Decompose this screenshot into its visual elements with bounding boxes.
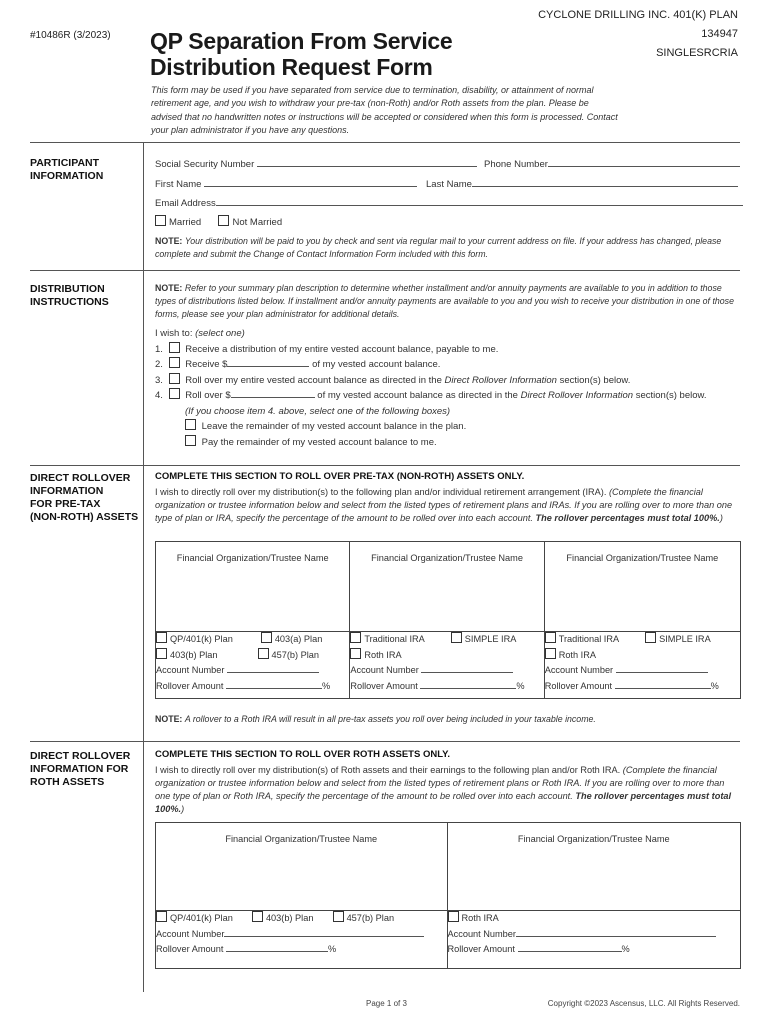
note-text: Your distribution will be paid to you by check and sent via regular mail to your current address on file. If your address has changed, please complete and submit the Change of Contact Information Form included with this form. (155, 236, 722, 259)
pretax-ira-row (350, 648, 543, 664)
403b-label: 403(b) Plan (265, 913, 314, 923)
pretax-note (155, 713, 740, 726)
option-2 (155, 357, 706, 373)
account-number-label: Account Number (156, 665, 225, 675)
option-number: 3. (155, 374, 163, 386)
section-label-line: DIRECT ROLLOVER (30, 750, 131, 762)
roth-ira-label: Roth IRA (558, 649, 596, 660)
traditional-ira-label: Traditional IRA (558, 634, 620, 644)
457b-label: 457(b) Plan (271, 649, 319, 660)
first-name-input[interactable] (204, 177, 417, 187)
intro-text: This form may be used if you have separated from service due to termination, disability, or attainment of normal retirement age, and you wish to withdraw your pre-tax (non-Roth) and/or Roth assets from the plan. Please be advised that no handwritten notes or instructions will be accepted or considered when this form is processed. Contact your plan administrator if you have any questions. (151, 85, 618, 136)
page-title (150, 28, 452, 80)
option-1-label: Receive a distribution of my entire vested account balance, payable to me. (185, 343, 499, 355)
sub-option-leave (155, 419, 706, 435)
account-number-label: Account Number (447, 928, 516, 939)
email-field[interactable] (155, 196, 743, 209)
option-4 (155, 388, 706, 404)
qp401k-label: QP/401(k) Plan (170, 634, 233, 644)
para-italic: (Complete the financial organization or trustee information below and select from the listed types of retirement plans and IRAs. If you are rolling over to more than one type of plan or IRA, specify the percentage of the amount to be rolled over into each account. (155, 487, 733, 523)
married-label: Married (169, 217, 202, 228)
option-number: 1. (155, 343, 163, 355)
pretax-heading: COMPLETE THIS SECTION TO ROLL OVER PRE-TAX (NON-ROTH) ASSETS ONLY. (155, 471, 525, 482)
simple-ira-checkbox[interactable] (645, 632, 656, 643)
percent-sign: % (321, 680, 331, 691)
account-number-label: Account Number (350, 665, 419, 675)
section-pretax-label (30, 472, 140, 524)
note-label: NOTE: (155, 714, 183, 724)
403b-checkbox[interactable] (156, 648, 167, 659)
section-roth-label (30, 750, 140, 789)
pretax-col-3[interactable] (544, 542, 740, 632)
section-divider (30, 741, 740, 742)
account-number-row (545, 663, 740, 679)
roth-plan-row (156, 911, 447, 927)
qp401k-label: QP/401(k) Plan (170, 913, 233, 923)
note-label: NOTE: (155, 236, 183, 246)
rollover-amount-label: Rollover Amount (350, 680, 418, 691)
section-label-line: ROTH ASSETS (30, 776, 105, 788)
rollover-amount-label: Rollover Amount (447, 944, 515, 954)
title-line-2: Distribution Request Form (150, 54, 433, 80)
account-number-label: Account Number (156, 928, 225, 939)
distribution-note (155, 282, 740, 321)
section-label-line: INSTRUCTIONS (30, 296, 109, 308)
section-label-line: INFORMATION (30, 170, 104, 182)
option-4-amount-input[interactable] (231, 388, 315, 398)
first-name-field[interactable] (155, 177, 417, 190)
roth-ira-row (448, 911, 740, 927)
roth-col-1[interactable] (156, 823, 448, 911)
form-number: #10486R (3/2023) (30, 30, 111, 41)
pretax-plan-options (156, 632, 350, 699)
column-header: Financial Organization/Trustee Name (371, 553, 523, 563)
note-text: Refer to your summary plan description to determine whether installment and/or annuity payments are available to you in addition to those types of distributions listed below. If installment and/or annuity payments are available to you and you wish to receive your distribution in one of those forms, please see your plan administrator for additional details. (155, 283, 734, 319)
para-bold: The rollover percentages must total 100%. (535, 513, 720, 523)
pretax-plan-row (156, 648, 349, 664)
option-2-label: Receive $ (185, 359, 228, 370)
section-label-line: DIRECT ROLLOVER (30, 472, 131, 484)
ssn-field[interactable] (155, 157, 477, 170)
section-label-line: FOR PRE-TAX (30, 498, 101, 510)
column-header: Financial Organization/Trustee Name (176, 553, 329, 563)
roth-ira-options (447, 911, 740, 969)
option-4-ref: Direct Rollover Information (520, 390, 634, 401)
para-end: ) (719, 513, 723, 523)
roth-ira-label: Roth IRA (364, 649, 402, 660)
email-label: Email Address (155, 198, 216, 209)
simple-ira-checkbox[interactable] (451, 632, 462, 643)
plan-info (538, 6, 738, 63)
pretax-ira-options-b (544, 632, 740, 699)
pretax-paragraph (155, 486, 740, 525)
simple-ira-label: SIMPLE IRA (464, 634, 517, 644)
option-3-label-end: section(s) below. (559, 374, 631, 386)
note-label: NOTE: (155, 283, 183, 293)
wish-hint: (select one) (195, 328, 245, 339)
wish-label: I wish to: (155, 328, 193, 339)
457b-checkbox[interactable] (333, 911, 344, 922)
pretax-ira-row (350, 632, 543, 648)
rollover-amount-label: Rollover Amount (544, 680, 613, 691)
last-name-label: Last Name (426, 179, 472, 190)
account-number-row (350, 663, 543, 679)
457b-label: 457(b) Plan (346, 913, 395, 923)
percent-sign: % (516, 680, 525, 691)
ssn-label: Social Security Number (155, 159, 255, 170)
roth-col-2[interactable] (447, 823, 740, 911)
leave-remainder-label: Leave the remainder of my vested account balance in the plan. (201, 421, 467, 432)
account-number-input[interactable] (224, 927, 424, 937)
403a-checkbox[interactable] (261, 632, 272, 643)
section-divider (30, 465, 740, 466)
account-number-row (448, 927, 740, 943)
ssn-input[interactable] (257, 157, 477, 167)
plan-code: SINGLESRCRIA (656, 47, 738, 59)
rollover-amount-input[interactable] (420, 679, 516, 689)
plan-name: CYCLONE DRILLING INC. 401(K) PLAN (538, 9, 738, 21)
copyright: Copyright ©2023 Ascensus, LLC. All Rights Reserved. (547, 999, 740, 1008)
option-3-ref: Direct Rollover Information (444, 374, 557, 386)
roth-ira-label: Roth IRA (461, 913, 499, 923)
option-2-label-end: of my vested account balance. (312, 359, 441, 370)
option-1-checkbox[interactable] (169, 342, 180, 353)
para-end: ) (181, 804, 185, 814)
para-italic: (Complete the financial organization or trustee information below and select from the listed types of retirement plans or Roth IRA. If you are rolling over to more than one type of plan or Roth IRA, specify the percentage of the amount to be rolled over into each account. (155, 765, 725, 801)
para-text: I wish to directly roll over my distribution(s) to the following plan and/or individual retirement arrangement (IRA). (155, 487, 607, 497)
rollover-amount-input[interactable] (226, 679, 322, 689)
para-text: I wish to directly roll over my distribution(s) of Roth assets and their earnings to the following plan and/or Roth IRA. (155, 765, 621, 775)
phone-field[interactable] (484, 157, 740, 170)
rollover-amount-row (350, 679, 543, 695)
last-name-input[interactable] (472, 177, 738, 187)
rollover-amount-label: Rollover Amount (156, 680, 224, 691)
roth-ira-checkbox[interactable] (448, 911, 459, 922)
option-2-amount-input[interactable] (227, 357, 309, 367)
section-distribution-label (30, 283, 140, 309)
leave-remainder-checkbox[interactable] (185, 419, 196, 430)
option-4-checkbox[interactable] (169, 388, 180, 399)
section-divider (30, 142, 740, 143)
rollover-amount-label: Rollover Amount (156, 944, 224, 954)
traditional-ira-checkbox[interactable] (545, 632, 556, 643)
403b-label: 403(b) Plan (170, 649, 218, 660)
simple-ira-label: SIMPLE IRA (659, 634, 711, 644)
section-participant-label (30, 157, 140, 183)
account-number-label: Account Number (544, 665, 614, 675)
option-2-checkbox[interactable] (169, 357, 180, 368)
roth-ira-checkbox[interactable] (545, 648, 556, 659)
pretax-ira-options-a (350, 632, 544, 699)
sub-option-pay (155, 435, 706, 451)
traditional-ira-label: Traditional IRA (364, 634, 425, 644)
plan-number: 134947 (701, 28, 738, 40)
option-4-hint: (If you choose item 4. above, select one of the following boxes) (185, 405, 451, 417)
rollover-amount-row (448, 942, 740, 958)
pretax-rollover-table (155, 541, 741, 699)
pay-remainder-checkbox[interactable] (185, 435, 196, 446)
457b-checkbox[interactable] (258, 648, 269, 659)
married-checkbox[interactable] (155, 215, 166, 226)
account-number-input[interactable] (421, 663, 513, 673)
pretax-col-2[interactable] (350, 542, 544, 632)
percent-sign: % (327, 944, 337, 954)
pretax-ira-row (545, 632, 740, 648)
not-married-checkbox[interactable] (218, 215, 229, 226)
option-3-label: Roll over my entire vested account balance as directed in the (185, 374, 442, 386)
roth-rollover-table (155, 822, 741, 969)
option-4-label: Roll over $ (185, 390, 231, 401)
rollover-amount-row (156, 942, 447, 958)
403a-label: 403(a) Plan (274, 634, 323, 644)
roth-paragraph (155, 764, 740, 816)
not-married-label: Not Married (232, 217, 283, 228)
traditional-ira-checkbox[interactable] (350, 632, 361, 643)
note-text: A rollover to a Roth IRA will result in all pre-tax assets you roll over being included in your taxable income. (184, 714, 596, 724)
account-number-input[interactable] (227, 663, 319, 673)
phone-input[interactable] (548, 157, 740, 167)
option-3-checkbox[interactable] (169, 373, 180, 384)
column-header: Financial Organization/Trustee Name (225, 834, 378, 844)
option-number: 4. (155, 390, 163, 401)
page-number: Page 1 of 3 (366, 999, 407, 1008)
phone-label: Phone Number (484, 159, 548, 170)
rollover-amount-row (156, 679, 349, 695)
section-label-line: INFORMATION (30, 485, 104, 497)
section-label-line: PARTICIPANT (30, 157, 100, 169)
pretax-col-1[interactable] (156, 542, 350, 632)
distribution-options (155, 326, 706, 450)
rollover-amount-input[interactable] (518, 942, 622, 952)
403b-checkbox[interactable] (252, 911, 263, 922)
account-number-input[interactable] (516, 927, 716, 937)
email-input[interactable] (216, 196, 743, 206)
qp401k-checkbox[interactable] (156, 911, 167, 922)
account-number-row (156, 927, 447, 943)
column-header: Financial Organization/Trustee Name (517, 834, 670, 844)
para-bold: The rollover percentages must total 100%. (155, 791, 732, 814)
account-number-row (156, 663, 349, 679)
pretax-plan-row (156, 632, 349, 648)
account-number-input[interactable] (616, 663, 708, 673)
pretax-ira-row (545, 648, 740, 664)
percent-sign: % (621, 944, 630, 954)
title-line-1: QP Separation From Service (150, 28, 453, 54)
percent-sign: % (710, 680, 719, 691)
participant-note (155, 235, 740, 261)
section-divider (30, 270, 740, 271)
option-1 (155, 342, 706, 358)
column-header: Financial Organization/Trustee Name (566, 553, 719, 563)
rollover-amount-row (545, 679, 740, 695)
roth-plan-options (156, 911, 448, 969)
wish-label-row (155, 326, 706, 342)
rollover-amount-input[interactable] (615, 679, 711, 689)
option-number: 2. (155, 359, 163, 370)
roth-heading: COMPLETE THIS SECTION TO ROLL OVER ROTH ASSETS ONLY. (155, 749, 451, 760)
option-4-label-mid: of my vested account balance as directed in the (317, 390, 518, 401)
section-label-line: INFORMATION FOR (30, 763, 129, 775)
qp401k-checkbox[interactable] (156, 632, 167, 643)
rollover-amount-input[interactable] (226, 942, 328, 952)
pay-remainder-label: Pay the remainder of my vested account balance to me. (201, 436, 437, 448)
marital-status (155, 215, 282, 228)
section-label-line: (NON-ROTH) ASSETS (30, 511, 139, 523)
last-name-field[interactable] (426, 177, 738, 190)
option-4-label-end: section(s) below. (635, 390, 707, 401)
roth-ira-checkbox[interactable] (350, 648, 361, 659)
option-3 (155, 373, 706, 389)
first-name-label: First Name (155, 179, 202, 190)
section-label-line: DISTRIBUTION (30, 283, 105, 295)
